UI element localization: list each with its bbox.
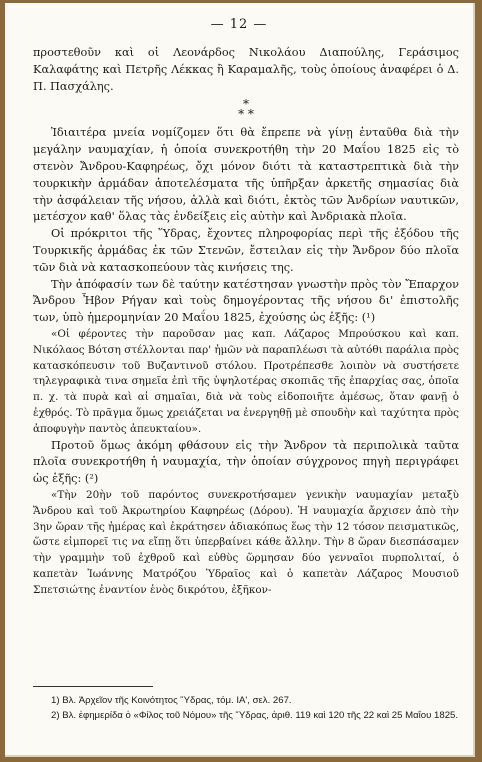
main-text: [33, 45, 459, 599]
section-separator-asterisks: [33, 97, 459, 122]
quoted-letter: «Οἱ φέροντες τὴν παροῦσαν μας καπ. Λάζαρος Μπρούσκου καὶ καπ. Νικόλαος Βότση στέλλονται παρ' ἡμῶν νὰ παραπλέωσι τὰ αὐτόθι παράλια πρὸς κατασκόπευσιν τοῦ Βυζαντινοῦ στόλου. Προτρέπεσθε λοιπὸν νὰ συστήσετε τηλεγραφικὰ τινα σημεῖα ἐπὶ τῆς ὑψηλοτέρας σκοπιᾶς τῆς ἐπαρχίας σας, ὁποῖα π. χ. τὰ πυρὰ καὶ αἱ σημαῖαι, διὰ νὰ τοὺς εἰδοποιῆτε ἀμέσως, ὅταν φανῇ ὁ ἐχθρός. Τὸ πρᾶγμα ὅμως χρειάζεται να ἐνεργηθῇ μὲ σπουδὴν καὶ ταχύτητα πρὸς ἀποφυγὴν παντὸς ἀπευκταίου».: [33, 327, 459, 435]
asterism-icon: * * *: [238, 97, 254, 122]
paragraph-decision-letter: Τὴν ἀπόφασίν των δὲ ταύτην κατέστησαν γνωστὴν πρὸς τὸν Ἔπαρχον Ἄνδρου Ἦβον Ρήγαν καὶ τοὺς δημογέροντας τῆς νήσου δι' ἐπιστολῆς των, ὑπὸ ἡμερομηνίαν 20 Μαΐου 1825, ἐχούσης ὡς ἑξῆς: (¹): [33, 277, 459, 325]
paragraph-naval-battle: Ἰδιαιτέρα μνεία νομίζομεν ὅτι θὰ ἔπρεπε νὰ γίνῃ ἐνταῦθα διὰ τὴν μεγάλην ναυμαχίαν, ἡ ὁποία συνεκροτήθη τὴν 20 Μαΐου 1825 εἰς τὸ στενὸν Ἄνδρου-Καφηρέως, ὄχι μόνον διότι τὰ καταστρεπτικὰ διὰ τὴν τουρκικὴν ἀρμάδαν ἀποτελέσματα τῆς ὑπῆρξαν ἀρκετῆς σημασίας διὰ τὴν ἀσφάλειαν τῆς νήσου, ἀλλὰ καὶ διότι, ἐκτὸς τῶν Ἀνδρίων ναυτικῶν, μετέσχον καθ' ὅλας τὰς ἐνδείξεις εἰς αὐτὴν καὶ Ἀνδριακὰ πλοῖα.: [33, 126, 459, 224]
paragraph-continuation: προστεθοῦν καὶ οἱ Λεονάρδος Νικολάου Διαπούλης, Γεράσιμος Καλαφάτης καὶ Πετρῆς Λέκκας ἢ Καραμαλῆς, τοὺς ὁποίους ἀναφέρει ὁ Δ. Π. Πασχάλης.: [33, 46, 459, 93]
footnote-1: 1) Βλ. Ἀρχεῖον τῆς Κοινότητος Ὕδρας, τόμ. ΙΑ', σελ. 267.: [51, 695, 292, 706]
footnotes: [33, 693, 459, 723]
page-number: — 12 —: [210, 17, 268, 32]
paragraph-hydra-notables: Οἱ πρόκριτοι τῆς Ὕδρας, ἔχοντες πληροφορίας περὶ τῆς ἐξόδου τῆς Τουρκικῆς ἀρμάδας ἐκ τῶν Στενῶν, ἔστειλαν εἰς τὴν Ἄνδρον δύο πλοῖα τῶν διὰ νὰ κατασκοπεύουν τὰς κινήσεις της.: [33, 227, 459, 274]
book-page: [5, 3, 475, 757]
footnote-2: 2) Βλ. ἐφημερίδα ὁ «Φίλος τοῦ Νόμου» τῆς Ὕδρας, ἀριθ. 119 καὶ 120 τῆς 22 καὶ 25 Μαΐου 1825.: [51, 710, 459, 721]
paragraph-before-arrival: Προτοῦ ὅμως ἀκόμη φθάσουν εἰς τὴν Ἄνδρον τὰ περιπολικὰ ταῦτα πλοῖα συνεκροτήθη ἡ ναυμαχία, τὴν ὁποίαν σύγχρονος πηγὴ περιγράφει ὡς ἑξῆς: (²): [33, 438, 459, 486]
footnote-divider: [33, 686, 153, 687]
quoted-battle-account: «Τὴν 20ὴν τοῦ παρόντος συνεκροτήσαμεν γενικὴν ναυμαχίαν μεταξὺ Ἄνδρου καὶ τοῦ Ἀκρωτηρίου Καφηρέως (Δόρου). Ἡ ναυμαχία ἄρχισεν ἀπὸ τὴν 3ην ὥραν τῆς ἡμέρας καὶ ἐκράτησεν ἀδιακόπως ἕως τὴν 12 τόσον πεισματικῶς, ὥστε εἰμπορεῖ τις να εἴπῃ ὅτι ὑπερβαίνει κάθε ἄλλην. Τὴν 8 ὥραν διεσπάσαμεν τὴν γραμμὴν τοῦ ἐχθροῦ καὶ εὐθὺς ὥρμησαν δύο γενναῖοι πυρπολιταί, ὁ καπετὰν Ἰωάννης Ματρόζου Ὑδραῖος καὶ ὁ καπετὰν Λάζαρος Μουσιοῦ Σπετσιώτης ἐναντίον ἑνὸς δικρότου, ἐξῆκον-: [33, 488, 459, 596]
